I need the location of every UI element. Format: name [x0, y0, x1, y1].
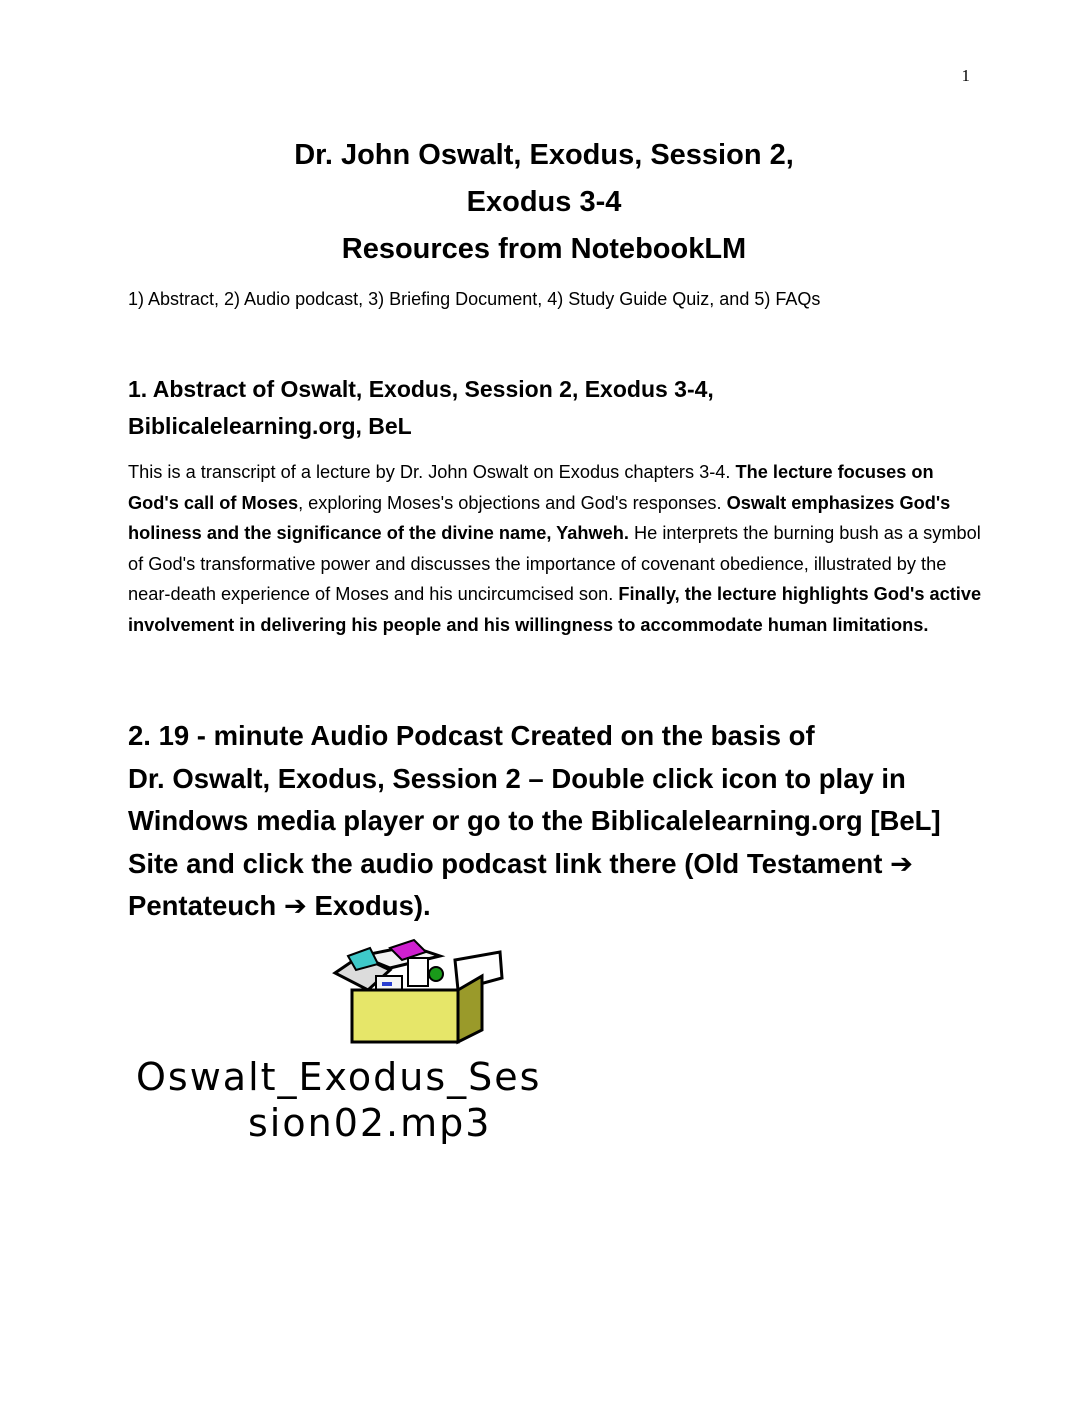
- podcast-heading-line-5-text-b: Exodus).: [306, 890, 431, 921]
- abstract-text-1: This is a transcript of a lecture by Dr. John Oswalt on Exodus chapters 3-4.: [128, 462, 736, 482]
- title-line-3: Resources from NotebookLM: [341, 233, 747, 265]
- abstract-text-3: He interprets the burning bush as a symbol of God's transformative power and discusses the importance of covenant obedience, illustrated by the near-death experience of Moses and his uncircumcised son.: [128, 523, 981, 604]
- abstract-paragraph: [128, 457, 988, 640]
- abstract-bold-1: The lecture focuses on God's call of Moses: [128, 462, 934, 513]
- podcast-heading-line-3: Windows media player or go to the Biblicalelearning.org [BeL]: [128, 805, 941, 836]
- abstract-bold-3: Finally, the lecture highlights God's active involvement in delivering his people and his willingness to accommodate human limitations.: [128, 584, 982, 635]
- abstract-heading: [128, 371, 988, 445]
- title-line-2: Exodus 3-4: [466, 186, 622, 218]
- abstract-text-2: , exploring Moses's objections and God's responses.: [298, 492, 727, 513]
- title-line-1: Dr. John Oswalt, Exodus, Session 2,: [294, 139, 794, 171]
- resources-list: 1) Abstract, 2) Audio podcast, 3) Briefing Document, 4) Study Guide Quiz, and 5) FAQs: [128, 289, 821, 309]
- podcast-heading: [128, 715, 1008, 928]
- right-arrow-icon: ➔: [890, 847, 914, 880]
- podcast-heading-line-1: 2. 19 - minute Audio Podcast Created on the basis of: [128, 720, 815, 751]
- page-title: [80, 132, 1008, 273]
- podcast-heading-line-5: [128, 885, 1008, 928]
- abstract-heading-line-2: Biblicalelearning.org, BeL: [128, 413, 412, 439]
- audio-file-label[interactable]: [130, 1054, 710, 1146]
- audio-file-name-line-2: sion02.mp3: [248, 1101, 492, 1145]
- audio-file-name-line-1: Oswalt_Exodus_Ses: [136, 1055, 542, 1099]
- podcast-heading-line-5-text-a: Pentateuch: [128, 890, 284, 921]
- podcast-heading-line-4: [128, 843, 1008, 886]
- package-icon[interactable]: [330, 938, 505, 1046]
- podcast-heading-line-2: Dr. Oswalt, Exodus, Session 2 – Double click icon to play in: [128, 762, 906, 794]
- right-arrow-icon: ➔: [283, 890, 307, 922]
- abstract-bold-2: Oswalt emphasizes God's holiness and the significance of the divine name, Yahweh.: [128, 492, 951, 543]
- podcast-heading-line-4-text: Site and click the audio podcast link there (Old Testament: [128, 847, 891, 879]
- page-number: 1: [961, 66, 970, 85]
- abstract-heading-line-1: 1. Abstract of Oswalt, Exodus, Session 2, Exodus 3-4,: [128, 376, 714, 402]
